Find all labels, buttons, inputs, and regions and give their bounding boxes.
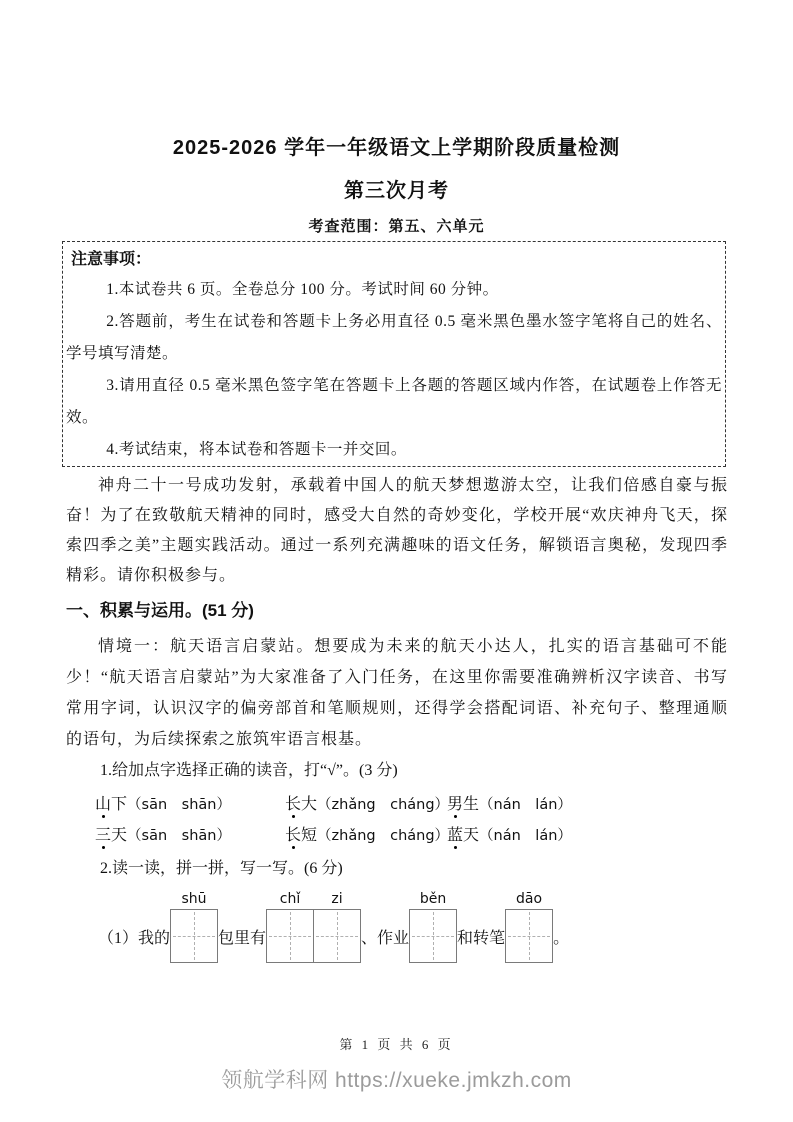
q1-word-item[interactable] bbox=[95, 791, 231, 814]
answer-grid-group bbox=[170, 891, 218, 963]
q1-word-item[interactable] bbox=[95, 822, 231, 845]
notice-item-1: 1.本试卷共 6 页。全卷总分 100 分。考试时间 60 分钟。 bbox=[106, 281, 499, 298]
tian-grid-box-chi[interactable] bbox=[266, 891, 314, 963]
q1-word-item[interactable] bbox=[285, 791, 449, 814]
q1-row-2 bbox=[95, 822, 755, 846]
word-rest: 天 bbox=[463, 827, 480, 844]
word-rest: 大 bbox=[301, 796, 318, 813]
q2-fill-line bbox=[98, 891, 570, 964]
q2-text-segment: 包里有 bbox=[218, 929, 267, 947]
section1-heading: 一、积累与运用。(51 分) bbox=[66, 601, 254, 620]
tian-grid-box-ben[interactable] bbox=[409, 891, 457, 963]
pinyin-options: （nán lán） bbox=[479, 797, 572, 813]
dotted-character: 山 bbox=[95, 791, 111, 814]
pinyin-options: （sān shān） bbox=[127, 797, 231, 813]
tian-grid-box-dao[interactable] bbox=[505, 891, 553, 963]
tian-grid-box-zi[interactable] bbox=[313, 891, 361, 963]
notice-box bbox=[62, 241, 726, 467]
exam-scope: 考查范围：第五、六单元 bbox=[308, 219, 485, 235]
dotted-character: 蓝 bbox=[447, 822, 463, 845]
pinyin-options: （nán lán） bbox=[479, 828, 572, 844]
page-title: 2025-2026 学年一年级语文上学期阶段质量检测 bbox=[172, 137, 621, 159]
dotted-character: 长 bbox=[285, 791, 301, 814]
pinyin-label: běn bbox=[419, 891, 447, 907]
word-rest: 短 bbox=[301, 827, 318, 844]
answer-grid-group bbox=[266, 891, 361, 963]
pinyin-options: （zhǎng cháng） bbox=[317, 828, 450, 844]
dotted-character: 男 bbox=[447, 791, 463, 814]
tian-grid-box-shu[interactable] bbox=[170, 891, 218, 963]
answer-grid-group bbox=[409, 891, 457, 963]
dotted-character: 三 bbox=[95, 822, 111, 845]
q2-text-segment: 和转笔 bbox=[457, 929, 506, 947]
q1-row-1 bbox=[95, 791, 755, 815]
word-rest: 生 bbox=[463, 796, 480, 813]
page-subtitle: 第三次月考 bbox=[344, 180, 449, 202]
notice-heading: 注意事项： bbox=[71, 251, 152, 268]
intro-paragraph: 神舟二十一号成功发射，承载着中国人的航天梦想遨游太空，让我们倍感自豪与振奋！为了在致敬航天精神的同时，感受大自然的奇妙变化，学校开展“欢庆神舟飞天，探索四季之美”主题实践活动。通过一系列充满趣味的语文任务，解锁语言奥秘，发现四季精彩。请你积极参与。 bbox=[66, 477, 728, 584]
q1-prompt: 1.给加点字选择正确的读音，打“√”。(3 分) bbox=[100, 762, 398, 779]
q2-prompt: 2.读一读，拼一拼，写一写。(6 分) bbox=[100, 860, 343, 877]
pinyin-label: zi bbox=[331, 891, 343, 907]
pinyin-options: （sān shān） bbox=[127, 828, 231, 844]
q1-word-item[interactable] bbox=[447, 822, 572, 845]
q2-text-segment: 。 bbox=[553, 929, 570, 947]
notice-item-4: 4.考试结束，将本试卷和答题卡一并交回。 bbox=[106, 441, 407, 458]
answer-grid-group bbox=[505, 891, 553, 963]
notice-item-3: 3.请用直径 0.5 毫米黑色签字笔在答题卡上各题的答题区域内作答，在试题卷上作答无效。 bbox=[66, 377, 722, 426]
word-rest: 天 bbox=[111, 827, 128, 844]
q2-text-segment: 、作业 bbox=[361, 929, 410, 947]
pinyin-options: （zhǎng cháng） bbox=[317, 797, 450, 813]
page-number: 第 1 页 共 6 页 bbox=[339, 1037, 454, 1052]
q1-word-item[interactable] bbox=[447, 791, 572, 814]
scenario1-paragraph: 情境一：航天语言启蒙站。想要成为未来的航天小达人，扎实的语言基础可不能少！“航天语言启蒙站”为大家准备了入门任务，在这里你需要准确辨析汉字读音、书写常用字词，认识汉字的偏旁部首和笔顺规则，还得学会搭配词语、补充句子、整理通顺的语句，为后续探索之旅筑牢语言根基。 bbox=[66, 638, 728, 748]
q2-text-segment: （1）我的 bbox=[98, 929, 171, 947]
word-rest: 下 bbox=[111, 796, 128, 813]
watermark-link[interactable]: 领航学科网 https://xueke.jmkzh.com bbox=[221, 1069, 572, 1092]
dotted-character: 长 bbox=[285, 822, 301, 845]
q1-word-item[interactable] bbox=[285, 822, 449, 845]
pinyin-label: dāo bbox=[516, 891, 543, 907]
notice-item-2: 2.答题前，考生在试卷和答题卡上务必用直径 0.5 毫米黑色墨水签字笔将自己的姓名、学号填写清楚。 bbox=[66, 313, 722, 362]
pinyin-label: shū bbox=[181, 891, 207, 907]
pinyin-label: chǐ bbox=[279, 891, 301, 907]
